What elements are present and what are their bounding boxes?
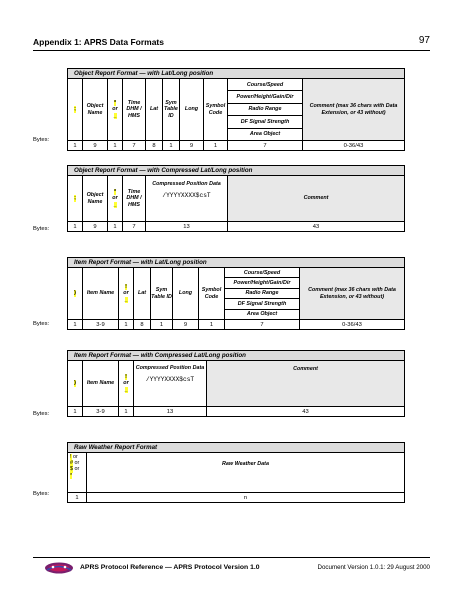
- bytes-value: 7: [123, 141, 146, 150]
- bytes-label: Bytes:: [33, 411, 50, 417]
- object-latlong-table: [67, 68, 405, 151]
- bytes-row: [68, 407, 404, 416]
- bytes-value: 3-9: [83, 407, 119, 416]
- ext-radio-range: Radio Range: [228, 104, 302, 116]
- ext-area-object: Area Object: [249, 131, 281, 138]
- compressed-label: Compressed Position Data: [152, 181, 221, 187]
- table-header-row: [68, 361, 404, 407]
- sym-code-cell: Symbol Code: [199, 268, 225, 319]
- bytes-value: 9: [173, 320, 199, 329]
- bytes-value: 9: [83, 141, 108, 150]
- data-extension-cell: [225, 268, 300, 319]
- compressed-cell: [146, 176, 228, 221]
- ext-phg: Power/Height/Gain/Dir: [225, 278, 299, 288]
- table-title: Item Report Format — with Compressed Lat/Long position: [68, 351, 404, 361]
- comment-cell: Comment: [228, 176, 404, 221]
- raw-data-cell: Raw Weather Data: [222, 461, 269, 467]
- page-header: [33, 36, 430, 50]
- compressed-format: /YYYYXXXX$csT: [145, 376, 195, 384]
- item-latlong-table: [67, 257, 405, 330]
- bytes-value: 7: [123, 222, 146, 231]
- table-header-row: [68, 176, 404, 222]
- footer-document-version: Document Version 1.0.1: 29 August 2000: [317, 564, 430, 571]
- state-killed-symbol: _: [124, 386, 128, 393]
- bytes-value: 3-9: [83, 320, 119, 329]
- sym-code-cell: Symbol Code: [204, 79, 228, 140]
- comment-cell: Comment (max 36 chars with Data Extension, or 43 without): [300, 268, 404, 319]
- page-number: 97: [418, 35, 430, 46]
- aprs-logo-icon: [44, 561, 74, 574]
- bytes-value: 0-36/43: [342, 321, 362, 328]
- table-title: Raw Weather Report Format: [68, 443, 404, 453]
- ext-df-strength: DF Signal Strength: [225, 299, 299, 309]
- dti-symbol: #: [70, 460, 73, 467]
- bytes-value: 1: [204, 141, 228, 150]
- bytes-row: [68, 141, 404, 150]
- state-or: or: [123, 380, 129, 387]
- dti-symbol: *: [70, 472, 73, 479]
- bytes-value: 1: [119, 407, 134, 416]
- dti-or: or: [71, 454, 78, 460]
- name-cell: Object Name: [83, 176, 108, 221]
- data-extension-cell: [228, 79, 303, 140]
- state-cell: [119, 361, 134, 406]
- state-killed-symbol: _: [113, 201, 117, 208]
- bytes-value: 43: [312, 223, 320, 230]
- state-killed-symbol: _: [113, 112, 117, 119]
- bytes-value: 0-36/43: [343, 142, 364, 149]
- bytes-value: 1: [68, 222, 83, 231]
- table-title: Item Report Format — with Lat/Long position: [68, 258, 404, 268]
- table-header-row: [68, 79, 404, 141]
- bytes-value: 1: [68, 493, 87, 502]
- name-cell: Item Name: [83, 268, 119, 319]
- state-live-symbol: *: [113, 189, 117, 196]
- bytes-value: n: [243, 494, 248, 501]
- state-or: or: [123, 290, 129, 297]
- state-cell: [108, 79, 123, 140]
- header-divider: [33, 50, 430, 51]
- compressed-cell: [134, 361, 207, 406]
- bytes-value: 8: [134, 320, 151, 329]
- bytes-value: 1: [68, 320, 83, 329]
- footer-divider: [33, 557, 430, 558]
- ext-area-object: Area Object: [246, 311, 278, 318]
- bytes-row: [68, 222, 404, 231]
- page-title: Appendix 1: APRS Data Formats: [33, 37, 164, 47]
- bytes-row: [68, 320, 404, 329]
- table-header-row: [68, 453, 404, 493]
- state-live-symbol: !: [125, 284, 127, 291]
- dti-cell: [68, 79, 83, 140]
- bytes-value: 7: [228, 141, 303, 150]
- bytes-value: 7: [225, 320, 300, 329]
- state-cell: [108, 176, 123, 221]
- dti-symbol: !: [70, 454, 72, 460]
- bytes-value: 43: [302, 408, 309, 415]
- name-cell: Item Name: [83, 361, 119, 406]
- state-killed-symbol: _: [124, 296, 128, 303]
- bytes-value: 13: [146, 222, 228, 231]
- ext-course-speed: Course/Speed: [228, 79, 302, 91]
- bytes-label: Bytes:: [33, 321, 50, 327]
- comment-cell: Comment: [207, 361, 404, 406]
- table-title: Object Report Format — with Lat/Long position: [68, 69, 404, 79]
- state-live-symbol: !: [125, 374, 127, 381]
- dti-cell: [68, 453, 87, 492]
- dti-or: or: [73, 460, 80, 467]
- dti-cell: [68, 176, 83, 221]
- dti-line: [70, 473, 72, 479]
- ext-df-strength: DF Signal Strength: [228, 116, 302, 128]
- bytes-label: Bytes:: [33, 137, 50, 143]
- state-live-symbol: *: [113, 100, 117, 107]
- dti-cell: [68, 268, 83, 319]
- compressed-label: Compressed Position Data: [135, 365, 205, 371]
- long-cell: Long: [173, 268, 199, 319]
- dti-symbol: ): [74, 380, 76, 387]
- time-cell: Time DHM / HMS: [123, 176, 146, 221]
- bytes-value: 13: [134, 407, 207, 416]
- bytes-value: 1: [68, 407, 83, 416]
- state-cell: [119, 268, 134, 319]
- dti-cell: [68, 361, 83, 406]
- sym-table-cell: Sym Table ID: [163, 79, 180, 140]
- dti-or: or: [73, 466, 80, 473]
- bytes-value: 1: [108, 141, 123, 150]
- dti-symbol: ;: [74, 195, 76, 202]
- bytes-value: 1: [163, 141, 180, 150]
- time-cell: Time DHM / HMS: [123, 79, 146, 140]
- compressed-format: /YYYYXXXX$csT: [162, 192, 211, 200]
- bytes-value: 1: [151, 320, 173, 329]
- state-or: or: [112, 195, 118, 202]
- bytes-row: [68, 493, 404, 502]
- sym-table-cell: Sym Table ID: [151, 268, 173, 319]
- bytes-value: 1: [68, 141, 83, 150]
- item-compressed-table: [67, 350, 405, 417]
- dti-symbol: $: [70, 466, 73, 473]
- raw-weather-table: [67, 442, 405, 503]
- table-title: Object Report Format — with Compressed Lat/Long position: [68, 166, 404, 176]
- state-or: or: [112, 106, 118, 113]
- ext-phg: Power/Height/Gain/Dir: [228, 91, 302, 103]
- ext-course-speed: Course/Speed: [225, 268, 299, 278]
- bytes-label: Bytes:: [33, 491, 50, 497]
- bytes-value: 9: [83, 222, 108, 231]
- bytes-value: 1: [119, 320, 134, 329]
- bytes-label: Bytes:: [33, 226, 50, 232]
- bytes-value: 9: [180, 141, 204, 150]
- footer-protocol-title: APRS Protocol Reference — APRS Protocol Version 1.0: [80, 564, 260, 571]
- bytes-value: 8: [146, 141, 163, 150]
- bytes-value: 1: [199, 320, 225, 329]
- dti-symbol: ): [74, 290, 76, 297]
- object-compressed-table: [67, 165, 405, 232]
- lat-cell: Lat: [146, 79, 163, 140]
- bytes-value: 1: [108, 222, 123, 231]
- dti-symbol: ;: [74, 106, 76, 113]
- name-cell: Object Name: [83, 79, 108, 140]
- lat-cell: Lat: [134, 268, 151, 319]
- table-header-row: [68, 268, 404, 320]
- comment-cell: Comment (max 36 chars with Data Extension, or 43 without): [303, 79, 404, 140]
- ext-radio-range: Radio Range: [225, 289, 299, 299]
- long-cell: Long: [180, 79, 204, 140]
